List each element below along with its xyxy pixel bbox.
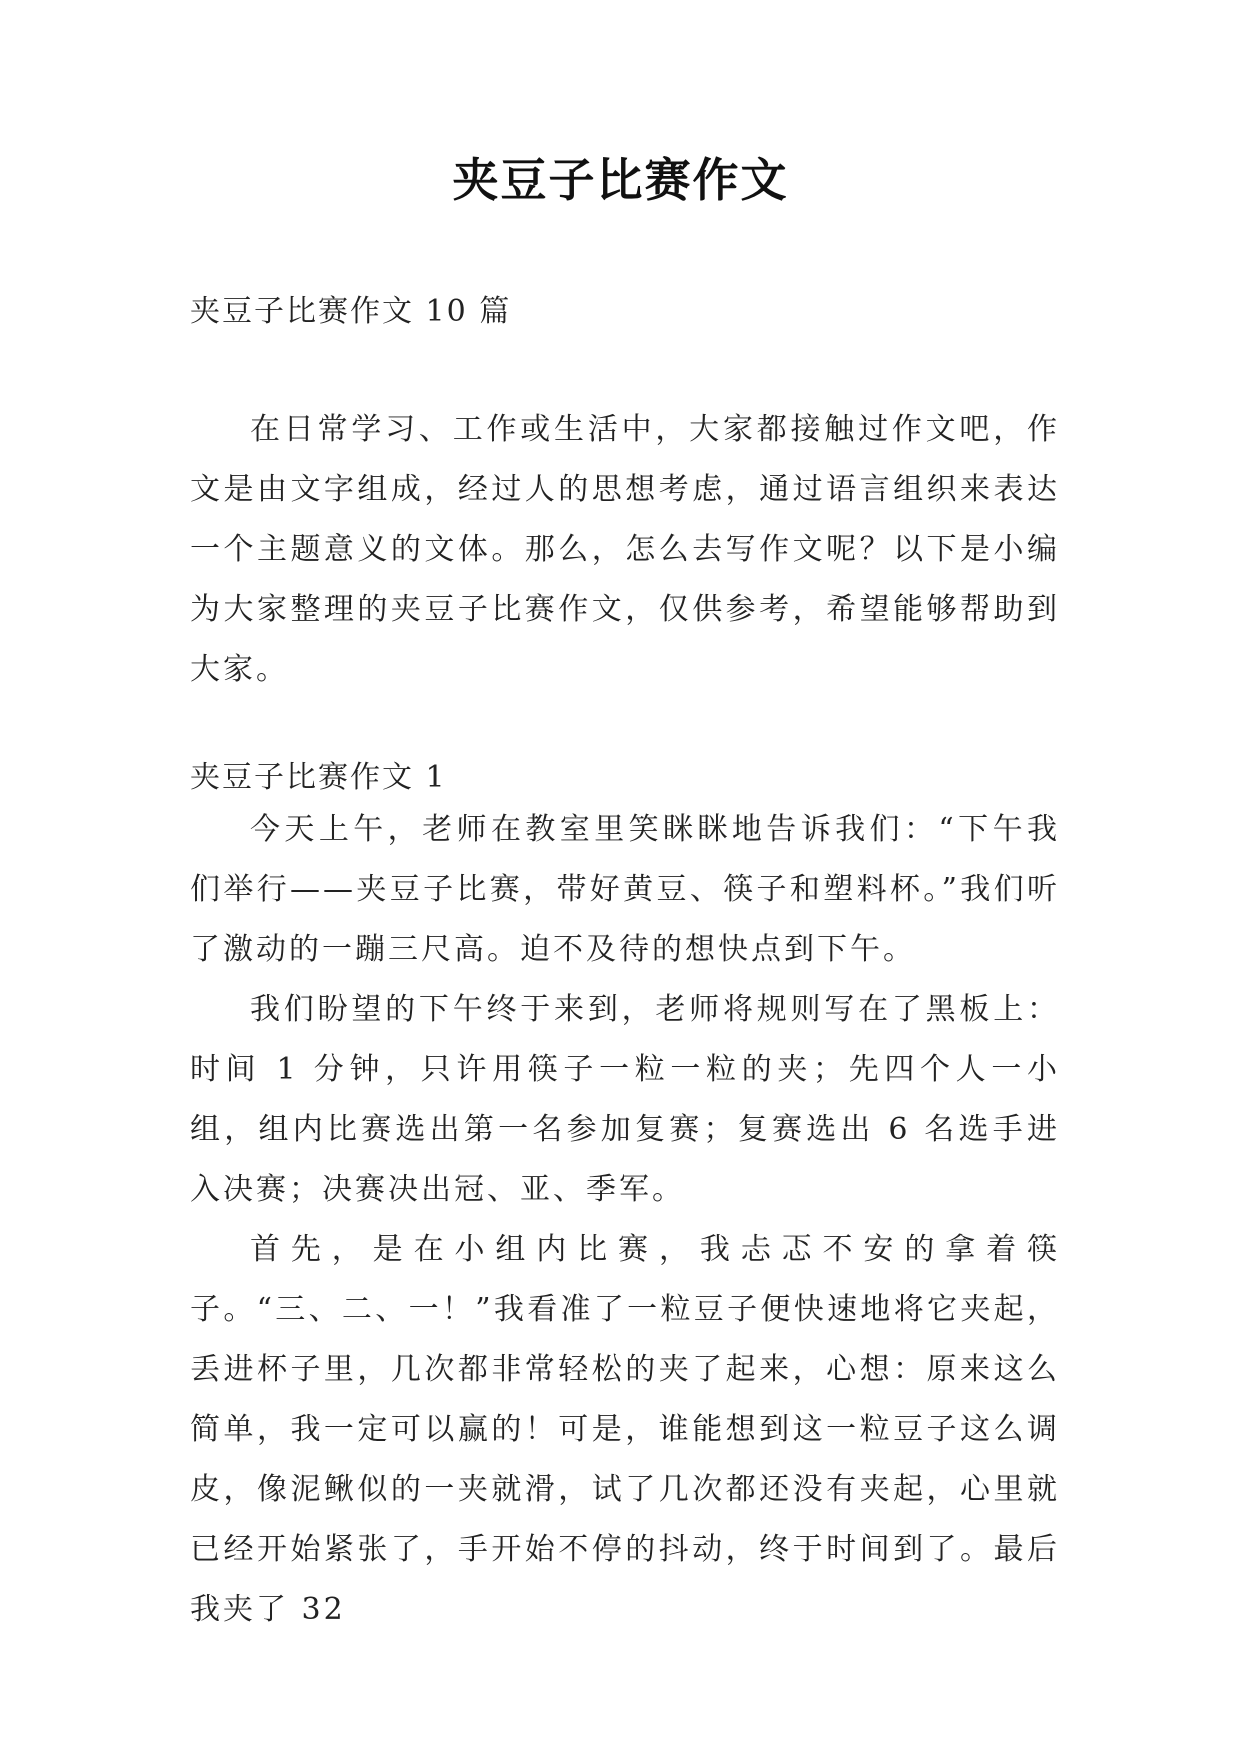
essay-body	[190, 800, 1060, 1640]
document-title: 夹豆子比赛作文	[452, 153, 789, 207]
document-subtitle: 夹豆子比赛作文 10 篇	[190, 294, 512, 329]
essay-heading: 夹豆子比赛作文 1	[190, 760, 447, 795]
essay-paragraph: 今天上午，老师在教室里笑眯眯地告诉我们：“下午我们举行——夹豆子比赛，带好黄豆、筷子和塑料杯。”我们听了激动的一蹦三尺高。迫不及待的想快点到下午。	[190, 812, 1060, 967]
essay-paragraph: 我们盼望的下午终于来到，老师将规则写在了黑板上：时间 1 分钟，只许用筷子一粒一粒的夹；先四个人一小组，组内比赛选出第一名参加复赛；复赛选出 6 名选手进入决赛；决赛决出冠、亚、季军。	[190, 992, 1060, 1207]
intro-section	[190, 400, 1060, 700]
essay-paragraph: 首先，是在小组内比赛，我忐忑不安的拿着筷子。“三、二、一！”我看准了一粒豆子便快速地将它夹起，丢进杯子里，几次都非常轻松的夹了起来，心想：原来这么简单，我一定可以赢的！可是，谁能想到这一粒豆子这么调皮，像泥鳅似的一夹就滑，试了几次都还没有夹起，心里就已经开始紧张了，手开始不停的抖动，终于时间到了。最后我夹了 32	[190, 1232, 1060, 1627]
intro-paragraph: 在日常学习、工作或生活中，大家都接触过作文吧，作文是由文字组成，经过人的思想考虑，通过语言组织来表达一个主题意义的文体。那么，怎么去写作文呢？以下是小编为大家整理的夹豆子比赛作文，仅供参考，希望能够帮助到大家。	[190, 412, 1060, 687]
